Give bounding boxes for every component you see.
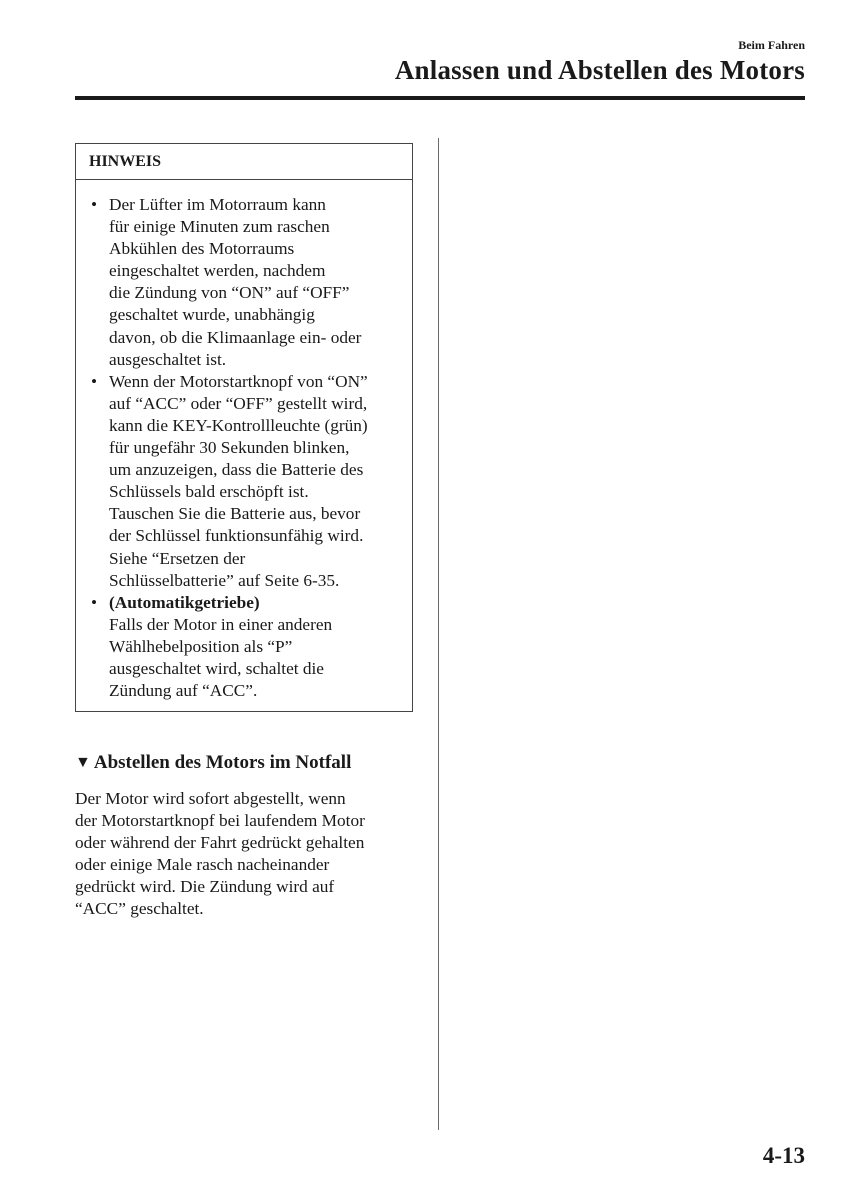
note-item xyxy=(76,194,412,371)
note-item-line: davon, ob die Klimaanlage ein- oder xyxy=(109,327,362,347)
note-item-line: kann die KEY-Kontrollleuchte (grün) xyxy=(109,415,368,435)
note-item-line: Der Lüfter im Motorraum kann xyxy=(109,195,326,214)
emergency-heading xyxy=(75,752,351,774)
note-box xyxy=(75,143,413,712)
note-item-line: Schlüssels bald erschöpft ist. xyxy=(109,482,309,502)
section-label: Beim Fahren xyxy=(738,38,805,52)
note-item-line: auf “ACC” oder “OFF” gestellt wird, xyxy=(109,393,368,413)
note-item xyxy=(76,592,412,702)
page-title: Anlassen und Abstellen des Motors xyxy=(394,55,805,85)
bullet-icon: • xyxy=(91,592,98,612)
column-divider xyxy=(438,138,439,1130)
note-item-line: Falls der Motor in einer anderen xyxy=(109,614,333,634)
note-item-line: für einige Minuten zum raschen xyxy=(109,217,330,237)
emergency-heading-text: Abstellen des Motors im Notfall xyxy=(93,752,352,773)
note-list xyxy=(76,180,412,702)
note-item-line: Siehe “Ersetzen der xyxy=(109,548,246,568)
note-item-line: Abkühlen des Motorraums xyxy=(109,239,295,259)
bullet-icon: • xyxy=(91,195,98,214)
triangle-marker-icon: ▼ xyxy=(75,754,91,771)
note-item-lead: (Automatikgetriebe) xyxy=(109,592,260,612)
note-item-line: Tauschen Sie die Batterie aus, bevor xyxy=(109,504,361,524)
body-line: “ACC” geschaltet. xyxy=(75,899,204,919)
note-item-line: Wenn der Motorstartknopf von “ON” xyxy=(109,371,368,391)
body-line: oder einige Male rasch nacheinander xyxy=(75,855,330,875)
bullet-icon: • xyxy=(91,371,98,391)
note-heading: HINWEIS xyxy=(76,144,412,180)
note-item-line: geschaltet wurde, unabhängig xyxy=(109,305,315,325)
note-item-line: die Zündung von “ON” auf “OFF” xyxy=(109,283,350,303)
body-line: Der Motor wird sofort abgestellt, wenn xyxy=(75,789,346,808)
note-item-line: Wählhebelposition als “P” xyxy=(109,636,293,656)
body-line: der Motorstartknopf bei laufendem Motor xyxy=(75,811,365,831)
note-item-line: der Schlüssel funktionsunfähig wird. xyxy=(109,526,364,546)
body-line: oder während der Fahrt gedrückt gehalten xyxy=(75,833,365,853)
note-item-line: Schlüsselbatterie” auf Seite 6-35. xyxy=(109,570,340,590)
emergency-body xyxy=(75,788,415,921)
body-line: gedrückt wird. Die Zündung wird auf xyxy=(75,877,335,897)
note-item-line: für ungefähr 30 Sekunden blinken, xyxy=(109,438,350,458)
note-item xyxy=(76,371,412,592)
header-rule xyxy=(75,96,805,100)
note-item-line: Zündung auf “ACC”. xyxy=(109,681,258,701)
note-item-line: um anzuzeigen, dass die Batterie des xyxy=(109,460,364,480)
note-item-line: eingeschaltet werden, nachdem xyxy=(109,261,326,281)
note-item-line: ausgeschaltet ist. xyxy=(109,349,227,369)
page-number: 4-13 xyxy=(762,1143,805,1168)
note-item-line: ausgeschaltet wird, schaltet die xyxy=(109,658,324,678)
